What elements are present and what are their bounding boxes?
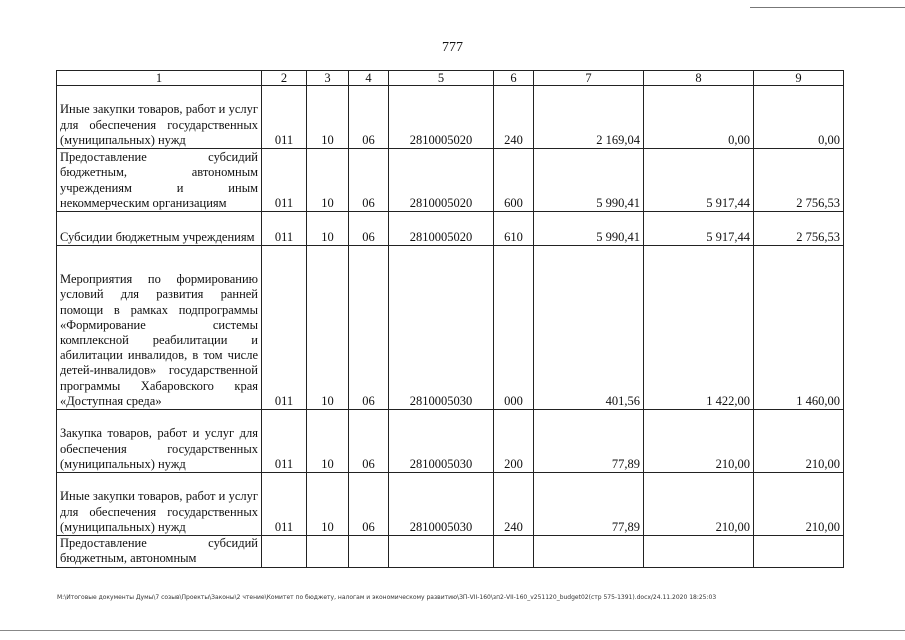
cell-target-article: 2810005020 — [389, 212, 494, 246]
cell-amount: 5 990,41 — [534, 212, 644, 246]
cell-amount: 2 756,53 — [754, 149, 844, 212]
cell-amount: 401,56 — [534, 246, 644, 410]
column-header: 9 — [754, 71, 844, 86]
page-number: 777 — [442, 40, 463, 55]
header-row — [57, 71, 844, 86]
top-divider — [750, 7, 905, 8]
cell-ministry: 011 — [262, 473, 307, 536]
cell-amount: 1 460,00 — [754, 246, 844, 410]
bottom-divider — [0, 630, 905, 631]
table-row — [57, 212, 844, 246]
cell-amount: 2 756,53 — [754, 212, 844, 246]
cell-expense-type — [494, 536, 534, 568]
cell-expense-type: 000 — [494, 246, 534, 410]
table-row — [57, 410, 844, 473]
table-row — [57, 246, 844, 410]
cell-ministry — [262, 536, 307, 568]
cell-section: 10 — [307, 149, 349, 212]
cell-target-article — [389, 536, 494, 568]
table-row — [57, 149, 844, 212]
cell-subsection: 06 — [349, 86, 389, 149]
row-label: Мероприятия по формированию условий для развития ранней помощи в рамках подпрограммы «Формирование системы комплексной реабилитации и абилитации инвалидов, в том числе детей-инвалидов» государственной программы Хабаровского края «Доступная среда» — [57, 246, 262, 410]
row-label: Предоставление субсидий бюджетным, автономным учреждениям и иным некоммерческим организациям — [57, 149, 262, 212]
cell-ministry: 011 — [262, 246, 307, 410]
cell-ministry: 011 — [262, 86, 307, 149]
cell-subsection — [349, 536, 389, 568]
cell-expense-type: 240 — [494, 473, 534, 536]
table-row — [57, 536, 844, 568]
cell-amount: 5 990,41 — [534, 149, 644, 212]
cell-expense-type: 240 — [494, 86, 534, 149]
cell-amount: 77,89 — [534, 473, 644, 536]
column-header: 1 — [57, 71, 262, 86]
cell-amount: 5 917,44 — [644, 212, 754, 246]
cell-section: 10 — [307, 410, 349, 473]
cell-amount: 210,00 — [644, 473, 754, 536]
cell-expense-type: 200 — [494, 410, 534, 473]
cell-amount — [644, 536, 754, 568]
cell-amount: 1 422,00 — [644, 246, 754, 410]
cell-target-article: 2810005030 — [389, 473, 494, 536]
row-label: Иные закупки товаров, работ и услуг для обеспечения государственных (муниципальных) нужд — [57, 473, 262, 536]
cell-target-article: 2810005020 — [389, 86, 494, 149]
cell-target-article: 2810005030 — [389, 410, 494, 473]
cell-amount — [754, 536, 844, 568]
column-header: 5 — [389, 71, 494, 86]
row-label: Иные закупки товаров, работ и услуг для обеспечения государственных (муниципальных) нужд — [57, 86, 262, 149]
cell-subsection: 06 — [349, 246, 389, 410]
cell-subsection: 06 — [349, 212, 389, 246]
file-path-footer: M:\Итоговые документы Думы\7 созыв\Проекты\Законы\2 чтение\Комитет по бюджету, налогам и экономическому развитию\ЗП-VII-160\зп2-VII-160_v251120_budget02(стр 575-1391).docx/24.11.2020 18:25:03 — [57, 594, 717, 601]
table-row — [57, 473, 844, 536]
row-label: Закупка товаров, работ и услуг для обеспечения государственных (муниципальных) нужд — [57, 410, 262, 473]
cell-expense-type: 600 — [494, 149, 534, 212]
cell-section: 10 — [307, 246, 349, 410]
cell-ministry: 011 — [262, 149, 307, 212]
cell-ministry: 011 — [262, 212, 307, 246]
row-label: Субсидии бюджетным учреждениям — [57, 212, 262, 246]
cell-subsection: 06 — [349, 149, 389, 212]
cell-amount: 210,00 — [644, 410, 754, 473]
cell-amount: 77,89 — [534, 410, 644, 473]
column-header: 8 — [644, 71, 754, 86]
row-label: Предоставление субсидий бюджетным, автономным — [57, 536, 262, 568]
cell-section: 10 — [307, 473, 349, 536]
cell-amount — [534, 536, 644, 568]
column-header: 4 — [349, 71, 389, 86]
cell-subsection: 06 — [349, 473, 389, 536]
cell-amount: 210,00 — [754, 473, 844, 536]
table-row — [57, 86, 844, 149]
budget-table — [56, 70, 844, 568]
cell-amount: 0,00 — [754, 86, 844, 149]
cell-subsection: 06 — [349, 410, 389, 473]
column-header: 3 — [307, 71, 349, 86]
cell-expense-type: 610 — [494, 212, 534, 246]
cell-target-article: 2810005020 — [389, 149, 494, 212]
column-header: 2 — [262, 71, 307, 86]
cell-amount: 210,00 — [754, 410, 844, 473]
cell-amount: 2 169,04 — [534, 86, 644, 149]
cell-target-article: 2810005030 — [389, 246, 494, 410]
cell-amount: 0,00 — [644, 86, 754, 149]
column-header: 6 — [494, 71, 534, 86]
column-header: 7 — [534, 71, 644, 86]
cell-amount: 5 917,44 — [644, 149, 754, 212]
cell-section — [307, 536, 349, 568]
cell-ministry: 011 — [262, 410, 307, 473]
cell-section: 10 — [307, 212, 349, 246]
cell-section: 10 — [307, 86, 349, 149]
